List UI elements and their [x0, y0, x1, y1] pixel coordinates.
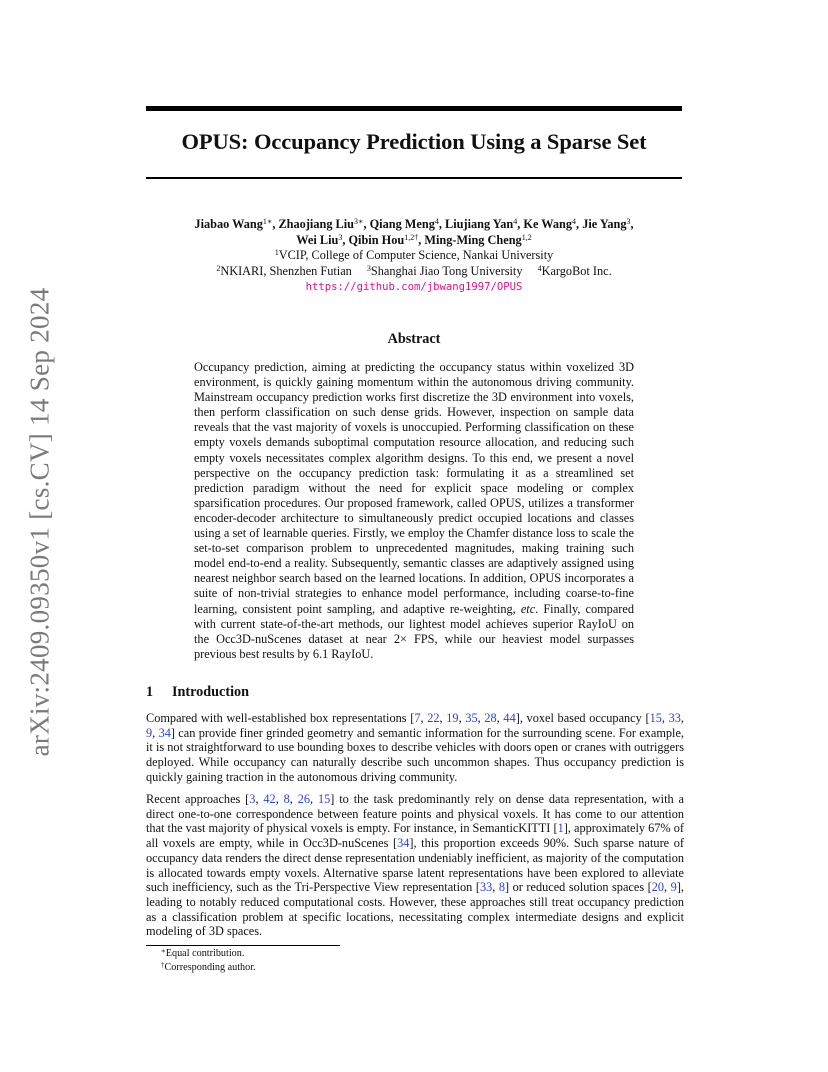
- author-name: Ming-Ming Cheng: [424, 233, 522, 247]
- text-run: ,: [661, 711, 669, 725]
- author-affiliation-marker: 1,2: [521, 233, 532, 242]
- affiliation-marker: 2: [216, 263, 221, 273]
- text-run: ,: [680, 711, 684, 725]
- text-run: ,: [496, 711, 504, 725]
- text-run: ,: [255, 792, 264, 806]
- citation-link[interactable]: 44: [503, 711, 516, 725]
- author-affiliation-marker: 3∗: [354, 217, 364, 226]
- author-affiliation-marker: 4: [572, 217, 577, 226]
- title-rule-bottom: [146, 177, 682, 179]
- text-run: ,: [492, 880, 499, 895]
- citation-link[interactable]: 33: [479, 880, 493, 895]
- text-run: . Finally, compared with current state-of-the-art methods, our lightest model achieves superior RayIoU on the Occ3D-nuScenes dataset at near 2× FPS, while our heaviest model surpasses previous best results by 6.1 RayIoU.: [194, 601, 634, 661]
- author-affiliation-marker: 3: [338, 233, 343, 242]
- text-run: ] or reduced solution spaces [: [505, 880, 652, 895]
- citation-link[interactable]: 9: [146, 725, 153, 740]
- text-run: ], this proportion exceeds 90%. Such sparse nature of occupancy data renders the direct dense representation undeniably inefficient, as majority of the computation is allocated towards empty voxels. Alternative sparse latent representations have been explored to alleviate such inefficiency, such as the Tri-Perspective View representation [: [146, 836, 684, 895]
- affiliation-marker: 1: [274, 248, 279, 257]
- citation-link[interactable]: 34: [158, 725, 171, 740]
- affiliation-sjtu: Shanghai Jiao Tong University: [370, 263, 523, 278]
- citation-link[interactable]: 42: [263, 792, 276, 806]
- citation-link[interactable]: 8: [498, 880, 506, 895]
- section-number: 1: [146, 684, 154, 700]
- section-heading: [146, 684, 249, 701]
- author-affiliation-marker: 4: [513, 217, 518, 226]
- footnote-text: Corresponding author.: [164, 962, 256, 973]
- text-run: ], leading to notably reduced computational costs. However, these approaches still treat occupancy prediction as a classification problem at specific locations, necessitating complex intermediate designs and explicit modeling of 3D spaces.: [146, 880, 684, 939]
- text-run: Occupancy prediction, aiming at predicting the occupancy status within voxelized 3D environment, is quickly gaining momentum within the autonomous driving community. Mainstream occupancy prediction works first discretize the 3D environment into voxels, then perform classification on such dense grids. However, inspection on sample data reveals that the vast majority of voxels is unoccupied. Performing classification on these empty voxels demands suboptimal computation resource allocation, and reducing such empty voxels necessitates complex algorithm designs. To this end, we present a novel perspective on the occupancy prediction task: formulating it as a streamlined set prediction paradigm without the need for explicit space modeling or complex sparsification procedures. Our proposed framework, called OPUS, utilizes a transformer encoder-decoder architecture to simultaneously predict occupied locations and classes using a set of learnable queries. Firstly, we employ the Chamfer distance loss to scale the set-to-set comparison problem to unprecedented magnitudes, making training such model end-to-end a reality. Subsequently, semantic classes are adaptively assigned using nearest neighbor search based on the learned locations. In addition, OPUS incorporates a suite of non-trivial strategies to enhance model performance, including coarse-to-fine learning, consistent point sampling, and adaptive re-weighting,: [194, 360, 634, 616]
- citation-link[interactable]: 28: [484, 711, 497, 725]
- footnote-text: Equal contribution.: [165, 948, 245, 959]
- affiliation-kargobot: KargoBot Inc.: [541, 263, 612, 278]
- citation-link[interactable]: 1: [557, 821, 564, 836]
- text-run: Compared with well-established box representations [: [146, 711, 415, 725]
- intro-paragraph-2: [146, 792, 684, 939]
- text-run: ,: [310, 792, 318, 806]
- citation-link[interactable]: 26: [297, 792, 311, 806]
- affiliation-line-2: [146, 264, 682, 280]
- author-affiliation-marker: 4: [434, 217, 439, 226]
- citation-link[interactable]: 9: [670, 880, 677, 895]
- author-name: Qiang Meng: [369, 217, 435, 231]
- text-run: ], voxel based occupancy [: [515, 711, 650, 725]
- section-title: Introduction: [172, 684, 249, 700]
- text-run: ] to the task predominantly rely on dense data representation, with a direct one-to-one correspondence between feature points and physical voxels. It has come to our attention that the vast majority of physical voxels is empty. For instance, in SemanticKITTI [: [146, 792, 684, 836]
- paper-title: OPUS: Occupancy Prediction Using a Sparse Set: [181, 129, 647, 154]
- github-link[interactable]: https://github.com/jbwang1997/OPUS: [305, 281, 523, 293]
- author-name: Ke Wang: [523, 217, 573, 231]
- author-affiliation-marker: 3: [626, 217, 631, 226]
- author-name: Wei Liu: [296, 233, 339, 247]
- emphasis-text: etc: [520, 601, 536, 616]
- abstract-heading: Abstract: [387, 331, 441, 347]
- text-run: ,: [477, 711, 485, 725]
- author-name: Jie Yang: [582, 217, 627, 231]
- intro-paragraph-1: [146, 711, 684, 785]
- footnote-corresponding-author: [161, 962, 256, 973]
- citation-link[interactable]: 34: [397, 836, 410, 851]
- text-run: Recent approaches [: [146, 792, 250, 806]
- citation-link[interactable]: 33: [668, 711, 681, 725]
- author-name: Zhaojiang Liu: [278, 217, 355, 231]
- affiliation-marker: 4: [537, 263, 542, 273]
- affiliation-nankai: VCIP, College of Computer Science, Nankai University: [278, 248, 554, 262]
- affiliations: [146, 248, 682, 296]
- author-affiliation-marker: 1∗: [262, 217, 273, 226]
- text-run: ,: [289, 792, 298, 806]
- citation-link[interactable]: 35: [465, 711, 478, 725]
- citation-link[interactable]: 20: [651, 880, 665, 895]
- author-line-1: Jiabao Wang$^{1∗}$, Zhaojiang Liu$^{3∗}$, Qiang Meng$^4$, Liujiang Yan$^4$, Ke Wang$^4$, Jie Yang$^3$,: [194, 217, 634, 231]
- text-run: ] can provide finer grinded geometry and semantic information for the surrounding scene. For example, it is not straightforward to use bounding boxes to describe vehicles with doors open or cranes with outriggers deployed. While occupancy can naturally describe such uncommon shapes. Thus occupancy prediction is quickly gaining traction in the autonomous driving community.: [146, 725, 684, 784]
- text-run: ,: [458, 711, 466, 725]
- author-name: Liujiang Yan: [445, 217, 514, 231]
- arxiv-stamp: arXiv:2409.09350v1 [cs.CV] 14 Sep 2024: [24, 287, 55, 757]
- author-list: [146, 216, 682, 248]
- url-line: [146, 279, 682, 296]
- citation-link[interactable]: 3: [249, 792, 256, 806]
- text-run: ], approximately 67% of all voxels are empty, while in Occ3D-nuScenes [: [146, 821, 684, 851]
- author-name: Qibin Hou: [348, 233, 405, 247]
- text-run: ,: [275, 792, 284, 806]
- footnote-marker: ∗: [161, 947, 166, 955]
- abstract-body: [194, 360, 634, 662]
- text-run: ,: [664, 880, 671, 895]
- title-rule-top: [146, 106, 682, 111]
- author-name: Jiabao Wang: [194, 217, 263, 231]
- affiliation-nkiari: NKIARI, Shenzhen Futian: [220, 263, 352, 278]
- footnote-rule: [146, 945, 340, 946]
- author-line-2: Wei Liu$^3$, Qibin Hou$^{1,2\dagger}$, Ming-Ming Cheng$^{1,2}$: [296, 233, 532, 247]
- text-run: ,: [152, 725, 159, 740]
- author-affiliation-marker: 1,2†: [404, 233, 419, 242]
- affiliation-line-1: [146, 248, 682, 264]
- citation-link[interactable]: 7: [414, 711, 421, 725]
- affiliation-marker: 3: [366, 263, 371, 273]
- citation-link[interactable]: 19: [446, 711, 459, 725]
- text-run: ,: [439, 711, 447, 725]
- citation-link[interactable]: 8: [283, 792, 290, 806]
- citation-link[interactable]: 15: [318, 792, 331, 806]
- text-run: ,: [420, 711, 428, 725]
- footnote-equal-contribution: [161, 948, 244, 959]
- citation-link[interactable]: 22: [427, 711, 440, 725]
- footnote-marker: †: [161, 961, 165, 969]
- citation-link[interactable]: 15: [649, 711, 662, 725]
